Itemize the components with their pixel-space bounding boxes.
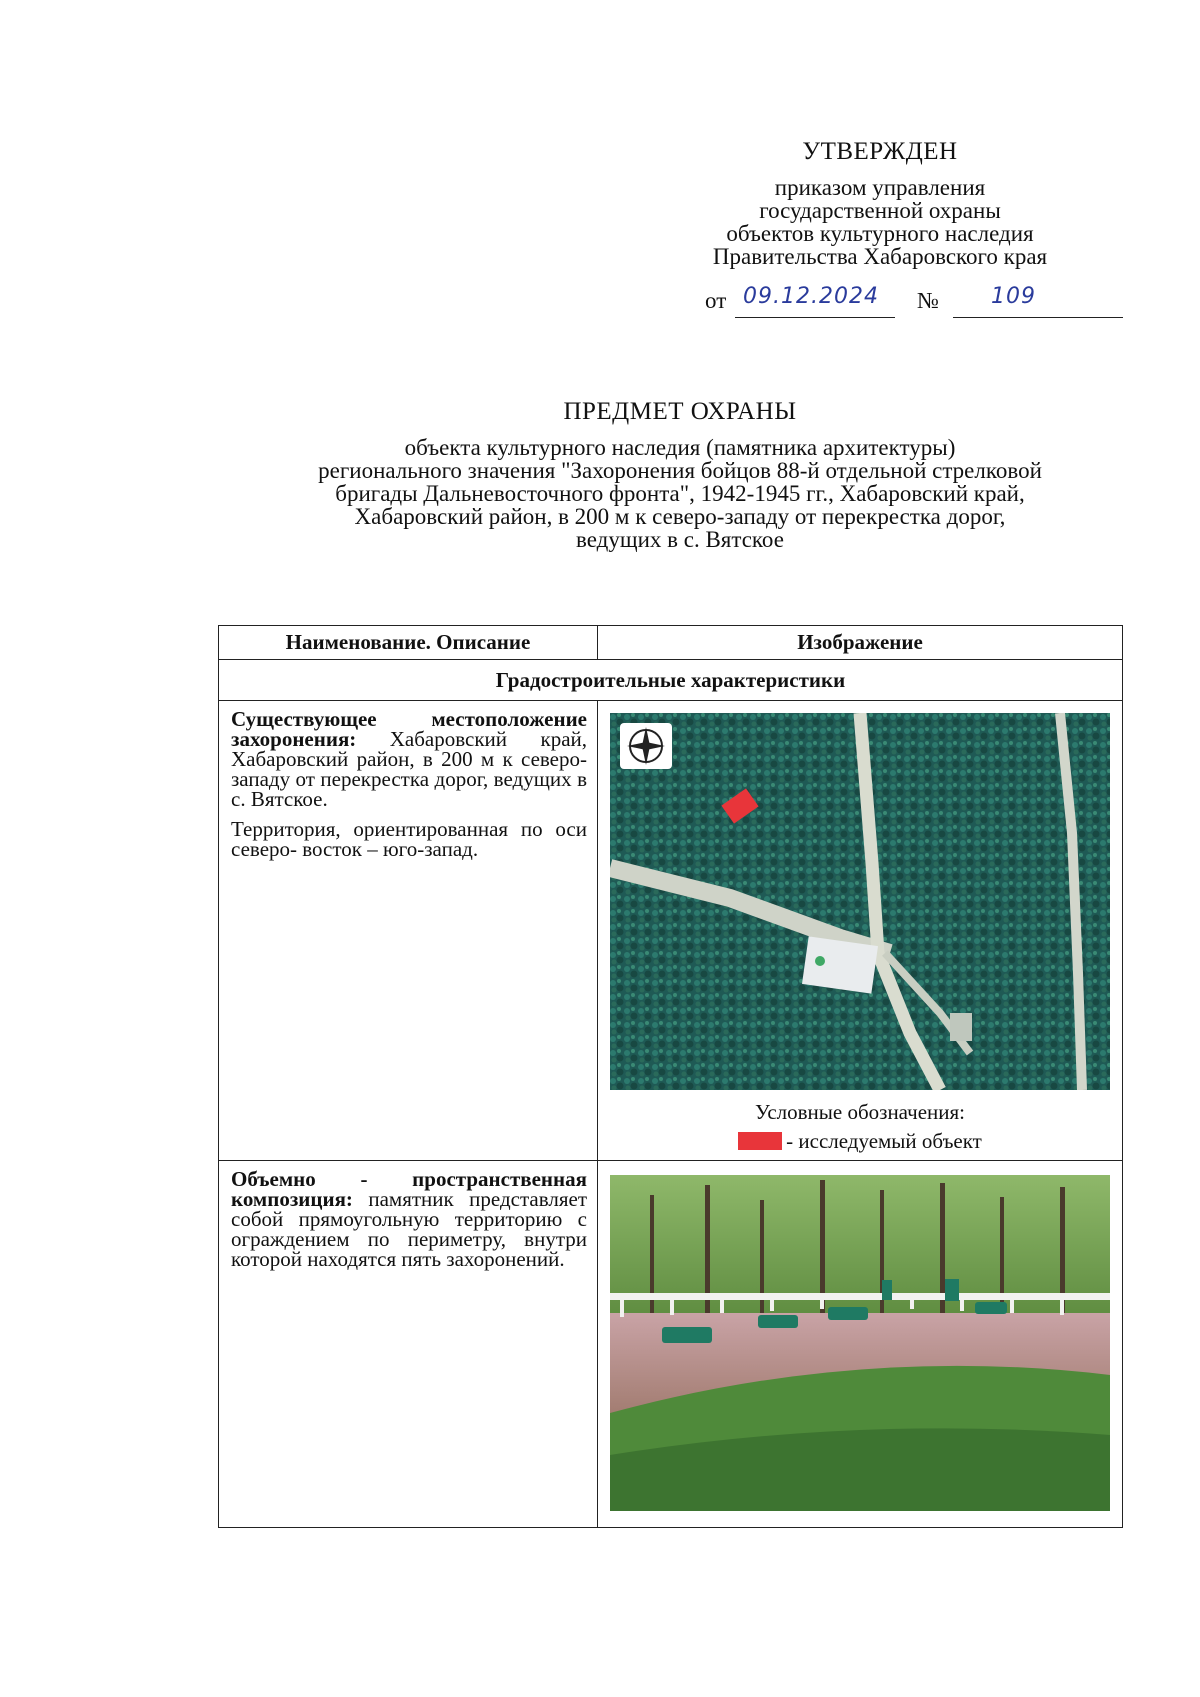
number-prefix: № (917, 288, 939, 313)
order-date-number (705, 284, 1125, 322)
column-header-description: Наименование. Описание (219, 626, 598, 660)
composition-description (219, 1161, 598, 1528)
subject-line: объекта культурного наследия (памятника архитектуры) (404, 435, 956, 460)
date-underline (735, 317, 895, 318)
legend-title: Условные обозначения: (754, 1100, 966, 1124)
date-prefix: от (705, 288, 727, 313)
approval-line: объектов культурного наследия (726, 221, 1034, 246)
section-title: Градостроительные характеристики (219, 660, 1123, 701)
approval-line: Правительства Хабаровского края (712, 244, 1048, 269)
table-row (219, 1161, 1123, 1528)
aerial-map-image (610, 713, 1110, 1090)
protection-table (218, 625, 1123, 1528)
table-header-row (219, 626, 1123, 660)
approval-line: приказом управления (774, 175, 986, 200)
composition-label: Объемно - пространственная композиция: (231, 1167, 587, 1211)
orientation-text: Территория, ориентированная по оси северо- восток – юго-запад. (231, 817, 587, 861)
order-date: 09.12.2024 (743, 284, 879, 309)
section-row (219, 660, 1123, 701)
legend-item (598, 1129, 1122, 1154)
subject-line: бригады Дальневосточного фронта", 1942-1945 гг., Хабаровский край, (335, 481, 1025, 506)
approval-line: государственной охраны (759, 198, 1001, 223)
memorial-photo-image (610, 1175, 1110, 1511)
approval-heading: УТВЕРЖДЕН (802, 138, 958, 165)
approval-block (690, 138, 1070, 268)
location-description (219, 701, 598, 1161)
subject-line: регионального значения "Захоронения бойцов 88-й отдельной стрелковой (318, 458, 1042, 483)
legend-item-label: - исследуемый объект (786, 1129, 982, 1153)
document-title: ПРЕДМЕТ ОХРАНЫ (563, 398, 797, 425)
table-row (219, 701, 1123, 1161)
subject-line: ведущих в с. Вятское (576, 527, 784, 552)
legend-swatch-red (738, 1132, 782, 1150)
location-image-cell (598, 701, 1123, 1161)
location-text: Хабаровский край, Хабаровский район, в 200 м к северо-западу от перекрестка дорог, ведущих в с. Вятское. (231, 727, 587, 811)
order-number: 109 (991, 284, 1036, 309)
composition-image-cell (598, 1161, 1123, 1528)
subject-line: Хабаровский район, в 200 м к северо-западу от перекрестка дорог, (354, 504, 1006, 529)
number-underline (953, 317, 1123, 318)
location-label: Существующее местоположение захоронения: (231, 707, 587, 751)
protection-subject (240, 398, 1120, 551)
composition-text: памятник представляет собой прямоугольную территорию с ограждением по периметру, внутри которой находятся пять захоронений. (231, 1187, 587, 1271)
column-header-image: Изображение (598, 626, 1123, 660)
